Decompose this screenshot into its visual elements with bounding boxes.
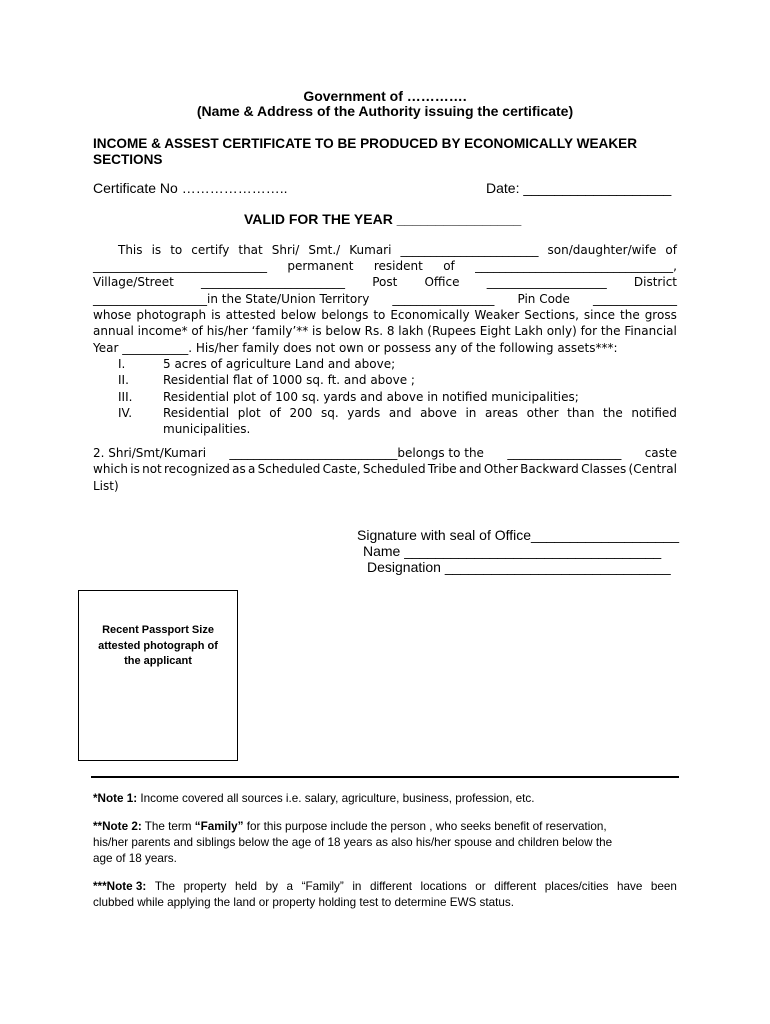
- word: Backward: [520, 462, 579, 476]
- word: Sections,: [524, 308, 579, 322]
- para1-line2: [93, 258, 677, 274]
- word: Financial: [624, 324, 677, 338]
- word: his/her: [206, 324, 248, 338]
- word: ________________________: [201, 275, 345, 289]
- word: by: [265, 880, 278, 893]
- header-government: Government of ………….: [303, 88, 467, 104]
- word: Caste,: [322, 462, 361, 476]
- certificate-number: Certificate No …………………..: [93, 180, 288, 196]
- word: income*: [137, 324, 188, 338]
- word: ____________________________belongs to the: [229, 446, 484, 460]
- word: a: [248, 462, 256, 476]
- para2-line1: [93, 445, 677, 461]
- note-2-line1: [93, 819, 677, 835]
- word: (Rupees: [427, 324, 476, 338]
- word: since: [583, 308, 616, 322]
- word: ___________________in the State/Union Territory: [93, 292, 370, 306]
- word: places/cities: [544, 880, 609, 893]
- para2-line3: List): [93, 479, 119, 493]
- name-field: Name _________________________________: [363, 543, 662, 559]
- word: is: [211, 308, 221, 322]
- word: the: [600, 324, 621, 338]
- word: held: [234, 880, 258, 893]
- note-2-line3: age of 18 years.: [93, 852, 177, 865]
- word: plot: [237, 406, 261, 420]
- notes-divider: [91, 776, 679, 778]
- word: been: [650, 880, 677, 893]
- note-3-line1: [93, 879, 677, 895]
- para1-line7: Year ___________. His/her family does not own or possess any of the following assets***:: [93, 341, 618, 355]
- word: Kumari: [349, 243, 392, 257]
- photo-caption-line3: the applicant: [124, 655, 192, 667]
- asset-text: Residential flat of 1000 sq. ft. and above ;: [163, 373, 415, 387]
- word: _________________: [392, 292, 495, 306]
- word: photograph: [136, 308, 207, 322]
- word: and: [388, 406, 412, 420]
- passport-photo-box: [78, 590, 238, 761]
- para1-line5: [93, 307, 677, 323]
- certificate-title-line1: INCOME & ASSEST CERTIFICATE TO BE PRODUCED BY ECONOMICALLY WEAKER: [93, 136, 638, 151]
- word: belongs: [321, 308, 369, 322]
- word: District: [633, 275, 677, 289]
- word: of: [269, 406, 281, 420]
- word: above: [420, 406, 457, 420]
- asset-number: I.: [118, 357, 126, 371]
- note-2-family: “Family”: [194, 820, 244, 833]
- header-authority: (Name & Address of the Authority issuing the certificate): [196, 103, 574, 119]
- word: Shri/: [271, 243, 300, 257]
- word: for: [580, 324, 598, 338]
- word: attested: [225, 308, 276, 322]
- word: (Central: [628, 462, 677, 476]
- word: Scheduled: [257, 462, 321, 476]
- word: that: [238, 243, 263, 257]
- word: resident: [373, 259, 423, 273]
- word: Weaker: [474, 308, 520, 322]
- word: property: [183, 880, 227, 893]
- word: The: [154, 880, 175, 893]
- word: the: [620, 308, 640, 322]
- word: 8: [386, 324, 395, 338]
- word: only): [546, 324, 577, 338]
- word: have: [616, 880, 643, 893]
- word: Rs.: [364, 324, 384, 338]
- word: 2. Shri/Smt/Kumari: [93, 446, 207, 460]
- word: in: [352, 880, 362, 893]
- word: Tribe: [427, 462, 457, 476]
- para1-line4: [93, 291, 677, 307]
- word: ___________________: [507, 446, 622, 460]
- word: and: [458, 462, 482, 476]
- word: _________________________________,: [475, 259, 677, 273]
- word: other: [526, 406, 559, 420]
- word: _______________________: [400, 243, 539, 257]
- word: Other: [483, 462, 518, 476]
- certificate-date: Date: ___________________: [486, 180, 672, 196]
- asset-number: III.: [118, 390, 133, 404]
- word: of: [191, 324, 203, 338]
- word: of: [443, 259, 455, 273]
- word: is: [151, 243, 162, 257]
- word: caste: [644, 446, 677, 460]
- word: lakh: [398, 324, 424, 338]
- word: _____________________________: [93, 259, 267, 273]
- word: than: [567, 406, 595, 420]
- word: “Family”: [301, 880, 344, 893]
- word: Pin Code: [517, 292, 570, 306]
- certificate-title-line2: SECTIONS: [93, 152, 163, 167]
- para2-line2: [93, 461, 677, 477]
- note-3-label: ***Note 3:: [93, 880, 147, 893]
- word: annual: [93, 324, 134, 338]
- designation-field: Designation _____________________________: [367, 559, 671, 575]
- photo-box-caption: [79, 623, 237, 670]
- signature-field: Signature with seal of Office___________________: [357, 527, 679, 543]
- word: gross: [644, 308, 677, 322]
- word: to: [373, 308, 386, 322]
- note-3-line2: clubbed while applying the land or property holding test to determine EWS status.: [93, 896, 514, 909]
- word: Eight: [479, 324, 511, 338]
- note-2: [93, 819, 677, 867]
- photo-caption-line1: Recent Passport Size: [102, 624, 214, 636]
- word: recognized: [164, 462, 230, 476]
- word: different: [369, 880, 412, 893]
- word: or: [475, 880, 486, 893]
- word: as: [232, 462, 246, 476]
- asset-number: IV.: [118, 406, 133, 420]
- word: 200: [289, 406, 313, 420]
- word: ‘family’**: [251, 324, 309, 338]
- word: of: [665, 243, 677, 257]
- note-2-label: **Note 2:: [93, 820, 142, 833]
- word: Smt./: [308, 243, 341, 257]
- valid-for-year: VALID FOR THE YEAR ________________: [244, 211, 522, 227]
- word: Scheduled: [362, 462, 426, 476]
- asset-text: 5 acres of agriculture Land and above;: [163, 357, 396, 371]
- word: Residential: [163, 406, 230, 420]
- note-1-label: *Note 1:: [93, 792, 138, 805]
- word: different: [494, 880, 537, 893]
- word: Lakh: [514, 324, 543, 338]
- note-3: [93, 879, 677, 911]
- word: to: [170, 243, 183, 257]
- word: Post: [372, 275, 398, 289]
- word: yards: [347, 406, 381, 420]
- word: This: [118, 243, 143, 257]
- para1-line3: [93, 274, 677, 290]
- word: not: [142, 462, 162, 476]
- word: whose: [93, 308, 132, 322]
- word: ______________: [593, 292, 677, 306]
- word: in: [465, 406, 477, 420]
- word: ____________________: [486, 275, 607, 289]
- para1-line6: [93, 323, 677, 339]
- word: sq.: [320, 406, 339, 420]
- word: Classes: [581, 462, 627, 476]
- word: below: [325, 324, 361, 338]
- word: Village/Street: [93, 275, 174, 289]
- asset-text-continued: municipalities.: [163, 422, 251, 436]
- word: is: [130, 462, 140, 476]
- asset-text: Residential plot of 100 sq. yards and above in notified municipalities;: [163, 390, 579, 404]
- word: notified: [631, 406, 677, 420]
- photo-caption-line2: attested photograph of: [98, 639, 218, 652]
- word: certify: [191, 243, 230, 257]
- word: son/daughter/wife: [547, 243, 657, 257]
- note-1-text: Income covered all sources i.e. salary, agriculture, business, profession, etc.: [137, 792, 535, 805]
- word: Office: [424, 275, 460, 289]
- note-1: [93, 791, 677, 807]
- asset-number: II.: [118, 373, 129, 387]
- word: permanent: [287, 259, 354, 273]
- note-2-text-a: The term: [141, 820, 195, 833]
- word: the: [603, 406, 623, 420]
- note-2-text-b: for this purpose include the person , who seeks benefit of reservation,: [243, 820, 607, 833]
- word: a: [286, 880, 294, 893]
- word: which: [93, 462, 128, 476]
- word: areas: [485, 406, 519, 420]
- asset-text: [163, 405, 677, 421]
- word: locations: [420, 880, 467, 893]
- note-2-line2: his/her parents and siblings below the age of 18 years as also his/her spouse and children below the: [93, 836, 613, 849]
- word: below: [280, 308, 317, 322]
- word: Economically: [390, 308, 470, 322]
- para1-line1: [118, 242, 677, 258]
- word: is: [312, 324, 322, 338]
